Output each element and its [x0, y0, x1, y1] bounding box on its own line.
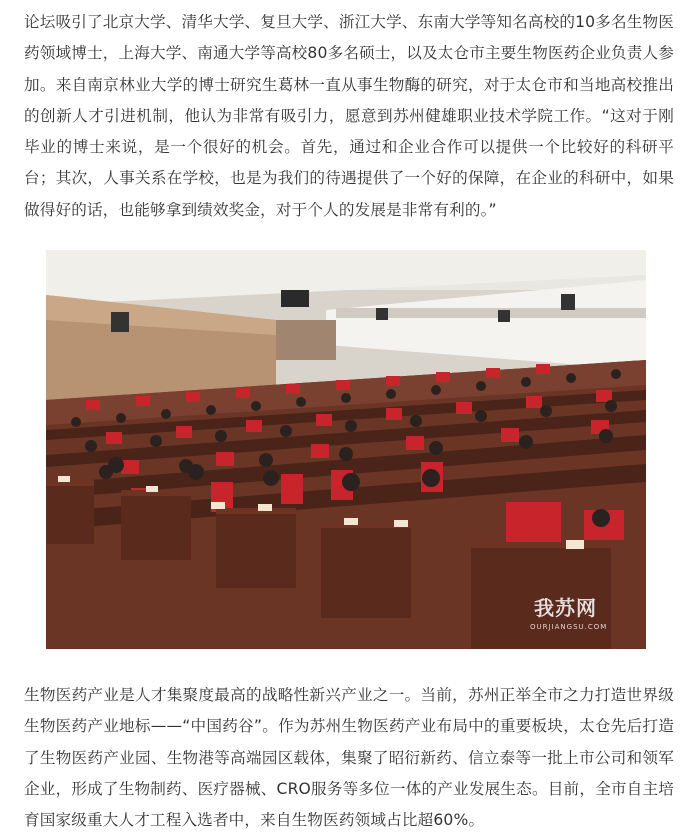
article-paragraph-2: 生物医药产业是人才集聚度最高的战略性新兴产业之一。当前，苏州正举全市之力打造世界级生物医药产业地标——“中国药谷”。作为苏州生物医药产业布局中的重要板块，太仓先后打造了生物医药产业园、生物港等高端园区载体，集聚了昭衍新药、信立泰等一批上市公司和领军企业，形成了生物制药、医疗器械、CRO服务等多位一体的产业发展生态。目前，全市自主培育国家级重大人才工程入选者中，来自生物医药领域占比超60%。	[24, 686, 674, 830]
article-paragraph-1: 论坛吸引了北京大学、清华大学、复旦大学、浙江大学、东南大学等知名高校的10多名生物医药领域博士，上海大学、南通大学等高校80多名硕士，以及太仓市主要生物医药企业负责人参加。来自南京林业大学的博士研究生葛林一直从事生物酶的研究，对于太仓市和当地高校推出的创新人才引进机制，他认为非常有吸引力，愿意到苏州健雄职业技术学院工作。“这对于刚毕业的博士来说，是一个很好的机会。首先，通过和企业合作可以提供一个比较好的科研平台；其次，人事关系在学校，也是为我们的待遇提供了一个好的保障，在企业的科研中，如果做得好的话，也能够拿到绩效奖金，对于个人的发展是非常有利的。”	[24, 13, 674, 219]
watermark-domain: OURJIANGSU.COM	[530, 623, 608, 631]
forum-audience-photo	[46, 250, 646, 649]
watermark-brand: 我苏网	[534, 596, 597, 620]
